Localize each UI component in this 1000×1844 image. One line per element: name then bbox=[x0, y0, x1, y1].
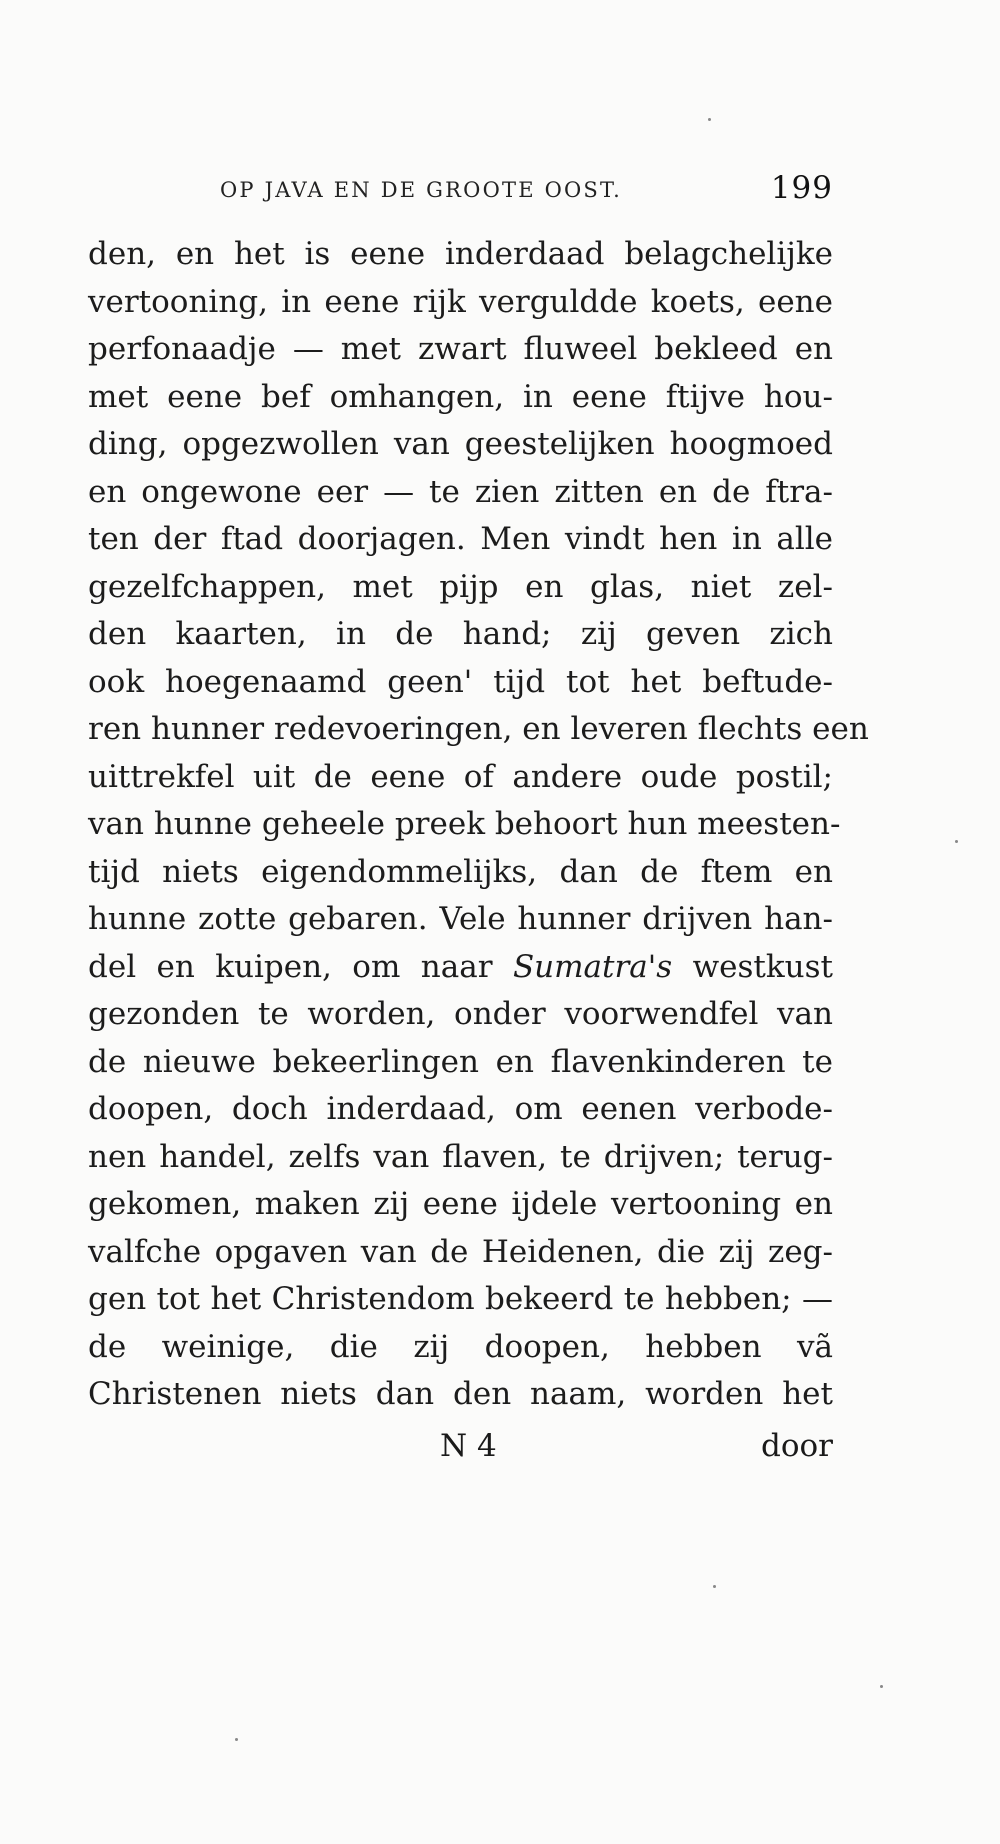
text-line: gezonden te worden, onder voorwendfel van bbox=[88, 996, 833, 1032]
paper-speck bbox=[235, 1738, 238, 1741]
catchword: door bbox=[761, 1428, 833, 1464]
text-segment: westkust bbox=[692, 948, 833, 985]
text-line: perfonaadje — met zwart fluweel bekleed en bbox=[88, 331, 833, 367]
text-line: uittrekfel uit de eene of andere oude postil; bbox=[88, 758, 833, 795]
text-line: ding, opgezwollen van geestelijken hoogmoed bbox=[88, 426, 833, 462]
text-line: ten der ftad doorjagen. Men vindt hen in alle bbox=[88, 521, 833, 557]
body-text bbox=[88, 231, 869, 1419]
page-footer bbox=[88, 1428, 833, 1478]
italic-place-name: Sumatra's bbox=[512, 948, 673, 985]
text-line: de weinige, die zij doopen, hebben vã bbox=[88, 1328, 833, 1365]
text-line: ren hunner redevoeringen, en leveren flechts een bbox=[88, 711, 869, 747]
text-line: Christenen niets dan den naam, worden het bbox=[88, 1376, 833, 1412]
text-line: met eene bef omhangen, in eene ftijve hou- bbox=[88, 378, 833, 415]
text-segment: del en kuipen, om naar bbox=[88, 948, 493, 985]
running-head: OP JAVA EN DE GROOTE OOST. bbox=[220, 178, 623, 202]
text-line: den, en het is eene inderdaad belagchelijke bbox=[88, 236, 833, 272]
text-line: gezelfchappen, met pijp en glas, niet zel- bbox=[88, 568, 833, 605]
paper-speck bbox=[708, 118, 711, 121]
text-line: ook hoegenaamd geen' tijd tot het beftude- bbox=[88, 663, 833, 700]
text-line: den kaarten, in de hand; zij geven zich bbox=[88, 616, 833, 652]
text-line: tijd niets eigendommelijks, dan de ftem en bbox=[88, 853, 833, 890]
signature-mark: N 4 bbox=[440, 1428, 497, 1464]
paper-speck bbox=[713, 1585, 716, 1588]
paper-speck bbox=[955, 840, 958, 843]
text-line: valfche opgaven van de Heidenen, die zij zeg- bbox=[88, 1233, 833, 1270]
text-line-with-italic bbox=[88, 944, 833, 992]
text-line: vertooning, in eene rijk verguldde koets, eene bbox=[88, 283, 833, 320]
text-line: hunne zotte gebaren. Vele hunner drijven han- bbox=[88, 901, 833, 937]
paper-speck bbox=[880, 1685, 883, 1688]
text-line: gekomen, maken zij eene ijdele vertooning en bbox=[88, 1186, 833, 1222]
text-line: de nieuwe bekeerlingen en flavenkinderen te bbox=[88, 1043, 833, 1080]
text-line: van hunne geheele preek behoort hun meesten- bbox=[88, 806, 841, 842]
text-line: doopen, doch inderdaad, om eenen verbode- bbox=[88, 1091, 833, 1127]
text-line: nen handel, zelfs van flaven, te drijven; terug- bbox=[88, 1138, 833, 1175]
text-line: gen tot het Christendom bekeerd te hebben; — bbox=[88, 1281, 833, 1317]
page-header bbox=[88, 170, 833, 210]
page-number: 199 bbox=[770, 170, 833, 206]
text-line: en ongewone eer — te zien zitten en de ftra- bbox=[88, 473, 833, 510]
